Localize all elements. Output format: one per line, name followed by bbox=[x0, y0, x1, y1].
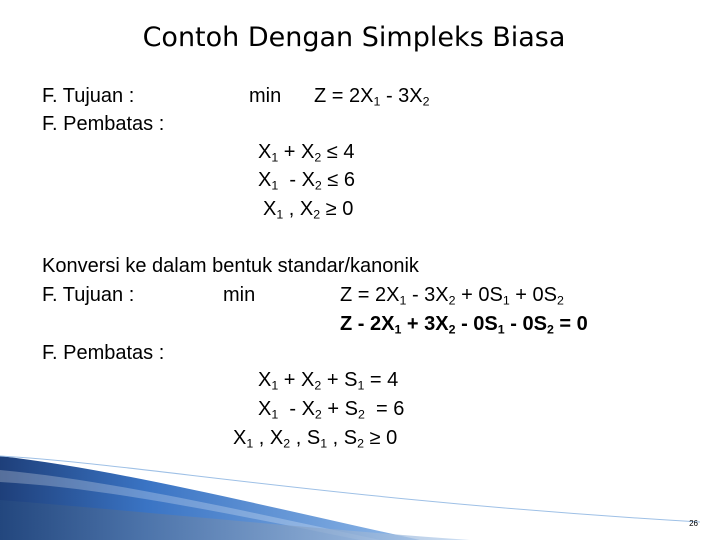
subscript: 1 bbox=[357, 378, 365, 393]
subscript: 2 bbox=[314, 178, 322, 193]
equation-text: = 4 bbox=[364, 369, 399, 391]
equation-text: - X bbox=[278, 398, 315, 420]
subscript: 2 bbox=[448, 293, 456, 308]
equation-text: = 0 bbox=[553, 313, 588, 335]
conversion-constraint-1 bbox=[258, 369, 399, 393]
equation-text: - 3X bbox=[406, 284, 449, 306]
conversion-objective-label: F. Tujuan : bbox=[42, 284, 135, 306]
equation-text: , S bbox=[327, 427, 358, 449]
equation-text: Z - 2X bbox=[340, 313, 395, 335]
min-label: min bbox=[249, 85, 282, 107]
conversion-min-label: min bbox=[223, 284, 256, 306]
equation-text: ≥ 0 bbox=[320, 198, 354, 220]
equation-text: + 3X bbox=[401, 313, 449, 335]
subscript: 2 bbox=[314, 407, 322, 422]
conversion-constraint-2 bbox=[258, 398, 405, 422]
subscript: 1 bbox=[271, 378, 279, 393]
equation-text: , X bbox=[283, 198, 314, 220]
slide-title: Contoh Dengan Simpleks Biasa bbox=[142, 22, 566, 53]
subscript: 2 bbox=[422, 94, 430, 109]
equation-text: X bbox=[233, 427, 247, 449]
conversion-constraint-nonnegativity bbox=[233, 427, 398, 451]
subscript: 1 bbox=[276, 207, 284, 222]
equation-text: X bbox=[258, 398, 272, 420]
equation-text: X bbox=[258, 369, 272, 391]
equation-text: , X bbox=[253, 427, 284, 449]
subscript: 1 bbox=[271, 407, 279, 422]
page-number: 26 bbox=[689, 519, 698, 528]
conversion-constraints-label: F. Pembatas : bbox=[42, 342, 165, 364]
equation-text: + S bbox=[321, 369, 358, 391]
equation-text: + X bbox=[278, 369, 315, 391]
equation-text: X bbox=[263, 198, 277, 220]
subscript: 1 bbox=[497, 322, 505, 337]
subscript: 2 bbox=[283, 436, 291, 451]
equation-text: X bbox=[258, 169, 272, 191]
equation-text: , S bbox=[290, 427, 321, 449]
equation-text: - 0S bbox=[455, 313, 498, 335]
equation-text: - 0S bbox=[504, 313, 547, 335]
constraint-nonnegativity bbox=[263, 198, 354, 222]
equation-text: - X bbox=[278, 169, 315, 191]
equation-text: X bbox=[258, 141, 272, 163]
subscript: 2 bbox=[357, 407, 365, 422]
subscript: 1 bbox=[399, 293, 407, 308]
conversion-heading: Konversi ke dalam bentuk standar/kanonik bbox=[42, 255, 419, 277]
equation-text: ≤ 6 bbox=[321, 169, 356, 191]
equation-text: + 0S bbox=[509, 284, 557, 306]
subscript: 2 bbox=[546, 322, 554, 337]
subscript: 1 bbox=[320, 436, 328, 451]
equation-text: ≤ 4 bbox=[321, 141, 355, 163]
equation-text: Z = 2X bbox=[340, 284, 400, 306]
subscript: 2 bbox=[357, 436, 365, 451]
equation-text: = 6 bbox=[364, 398, 405, 420]
subscript: 2 bbox=[314, 150, 322, 165]
objective-function bbox=[314, 85, 430, 109]
conversion-objective bbox=[340, 284, 564, 308]
subscript: 1 bbox=[271, 178, 279, 193]
subscript: 1 bbox=[502, 293, 510, 308]
subscript: 1 bbox=[373, 94, 381, 109]
subscript: 2 bbox=[556, 293, 564, 308]
conversion-objective-standard bbox=[340, 313, 588, 337]
subscript: 1 bbox=[394, 322, 402, 337]
equation-text: + S bbox=[321, 398, 358, 420]
equation-text: - 3X bbox=[380, 85, 423, 107]
equation-text: + X bbox=[278, 141, 315, 163]
equation-text: Z = 2X bbox=[314, 85, 374, 107]
subscript: 2 bbox=[313, 207, 321, 222]
subscript: 2 bbox=[314, 378, 322, 393]
subscript: 2 bbox=[448, 322, 456, 337]
constraints-label: F. Pembatas : bbox=[42, 113, 165, 135]
objective-label: F. Tujuan : bbox=[42, 85, 135, 107]
equation-text: ≥ 0 bbox=[364, 427, 398, 449]
constraint-1 bbox=[258, 141, 355, 165]
constraint-2 bbox=[258, 169, 356, 193]
equation-text: + 0S bbox=[455, 284, 503, 306]
subscript: 1 bbox=[246, 436, 254, 451]
subscript: 1 bbox=[271, 150, 279, 165]
